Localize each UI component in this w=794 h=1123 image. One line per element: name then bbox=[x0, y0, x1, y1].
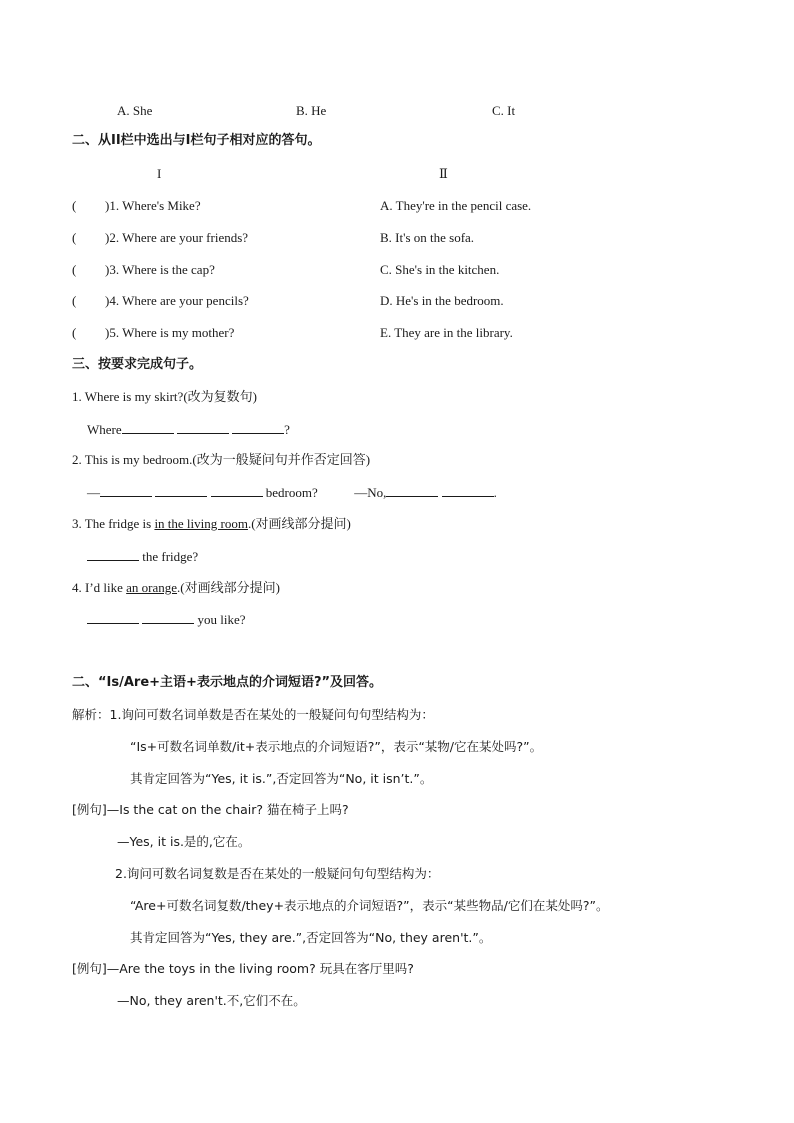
dash: — bbox=[87, 485, 100, 500]
option-c: C. It bbox=[492, 103, 516, 118]
blank-field[interactable] bbox=[87, 611, 139, 624]
example-answer: —Yes, it is.是的,它在。 bbox=[117, 834, 251, 849]
grammar-title: 二、“Is/Are+主语+表示地点的介词短语?”及回答。 bbox=[72, 675, 383, 690]
answer-text: B. It's on the sofa. bbox=[380, 230, 475, 245]
q2-mid-text: bedroom? bbox=[265, 485, 318, 500]
q3-answer-line bbox=[87, 548, 198, 565]
q1-answer-start: Where bbox=[87, 422, 122, 437]
blank-field[interactable] bbox=[232, 421, 284, 434]
option-a: A. She bbox=[117, 103, 153, 118]
blank-field[interactable] bbox=[155, 484, 207, 497]
q4-text bbox=[72, 580, 280, 596]
q4-answer-line bbox=[87, 611, 246, 628]
grammar-line: 其肯定回答为“Yes, it is.”,否定回答为“No, it isn’t.”。 bbox=[130, 771, 433, 786]
q3-answer-text: the fridge? bbox=[142, 549, 199, 564]
question-text: )3. Where is the cap? bbox=[105, 262, 215, 277]
section2-title: 二、从II栏中选出与I栏句子相对应的答句。 bbox=[72, 133, 321, 148]
q4-post: .(对画线部分提问) bbox=[177, 580, 280, 595]
q4-pre: 4. I’d like bbox=[72, 580, 127, 595]
grammar-line: 解析：1.询问可数名词单数是否在某处的一般疑问句句型结构为： bbox=[72, 707, 434, 722]
blank-field[interactable] bbox=[442, 484, 494, 497]
blank-field[interactable] bbox=[100, 484, 152, 497]
answer-text: A. They're in the pencil case. bbox=[380, 198, 532, 213]
blank-field[interactable] bbox=[386, 484, 438, 497]
q2-text: 2. This is my bedroom.(改为一般疑问句并作否定回答) bbox=[72, 452, 371, 467]
grammar-line: “Are+可数名词复数/they+表示地点的介词短语?”，表示“某些物品/它们在某处吗?”。 bbox=[130, 898, 609, 913]
blank-field[interactable] bbox=[87, 548, 139, 561]
question-text: )1. Where's Mike? bbox=[105, 198, 201, 213]
answer-text: C. She's in the kitchen. bbox=[380, 262, 500, 277]
column-header-2: Ⅱ bbox=[439, 166, 448, 181]
answer-paren[interactable]: ( bbox=[72, 262, 77, 277]
question-text: )5. Where is my mother? bbox=[105, 325, 235, 340]
grammar-line: “Is+可数名词单数/it+表示地点的介词短语?”，表示“某物/它在某处吗?”。 bbox=[130, 739, 543, 754]
q2-no-text: —No, bbox=[354, 485, 387, 500]
q3-underlined: in the living room bbox=[154, 516, 248, 531]
q4-underlined: an orange bbox=[126, 580, 178, 595]
grammar-line: 2.询问可数名词复数是否在某处的一般疑问句句型结构为： bbox=[115, 866, 440, 881]
grammar-line: 其肯定回答为“Yes, they are.”,否定回答为“No, they aren't.”。 bbox=[130, 930, 492, 945]
q2-end: . bbox=[493, 485, 497, 500]
q3-text bbox=[72, 516, 351, 532]
answer-text: E. They are in the library. bbox=[380, 325, 513, 340]
section3-title: 三、按要求完成句子。 bbox=[72, 357, 203, 372]
column-header-1: I bbox=[157, 166, 162, 181]
q3-post: .(对画线部分提问) bbox=[247, 516, 351, 531]
q1-answer-line bbox=[87, 421, 290, 438]
question-text: )2. Where are your friends? bbox=[105, 230, 249, 245]
q1-answer-end: ? bbox=[284, 422, 290, 437]
q2-answer-line bbox=[87, 484, 497, 501]
example-answer: —No, they aren't.不,它们不在。 bbox=[117, 993, 306, 1008]
blank-field[interactable] bbox=[122, 421, 174, 434]
answer-paren[interactable]: ( bbox=[72, 325, 77, 340]
example-question: [例句]—Are the toys in the living room? 玩具在客厅里吗? bbox=[72, 961, 414, 976]
blank-field[interactable] bbox=[177, 421, 229, 434]
answer-paren[interactable]: ( bbox=[72, 230, 77, 245]
answer-text: D. He's in the bedroom. bbox=[380, 293, 504, 308]
q4-answer-text: you like? bbox=[197, 612, 246, 627]
blank-field[interactable] bbox=[211, 484, 263, 497]
option-b: B. He bbox=[296, 103, 327, 118]
question-text: )4. Where are your pencils? bbox=[105, 293, 249, 308]
answer-paren[interactable]: ( bbox=[72, 293, 77, 308]
answer-paren[interactable]: ( bbox=[72, 198, 77, 213]
q3-pre: 3. The fridge is bbox=[72, 516, 155, 531]
example-question: [例句]—Is the cat on the chair? 猫在椅子上吗? bbox=[72, 802, 349, 817]
q1-text: 1. Where is my skirt?(改为复数句) bbox=[72, 389, 257, 404]
blank-field[interactable] bbox=[142, 611, 194, 624]
